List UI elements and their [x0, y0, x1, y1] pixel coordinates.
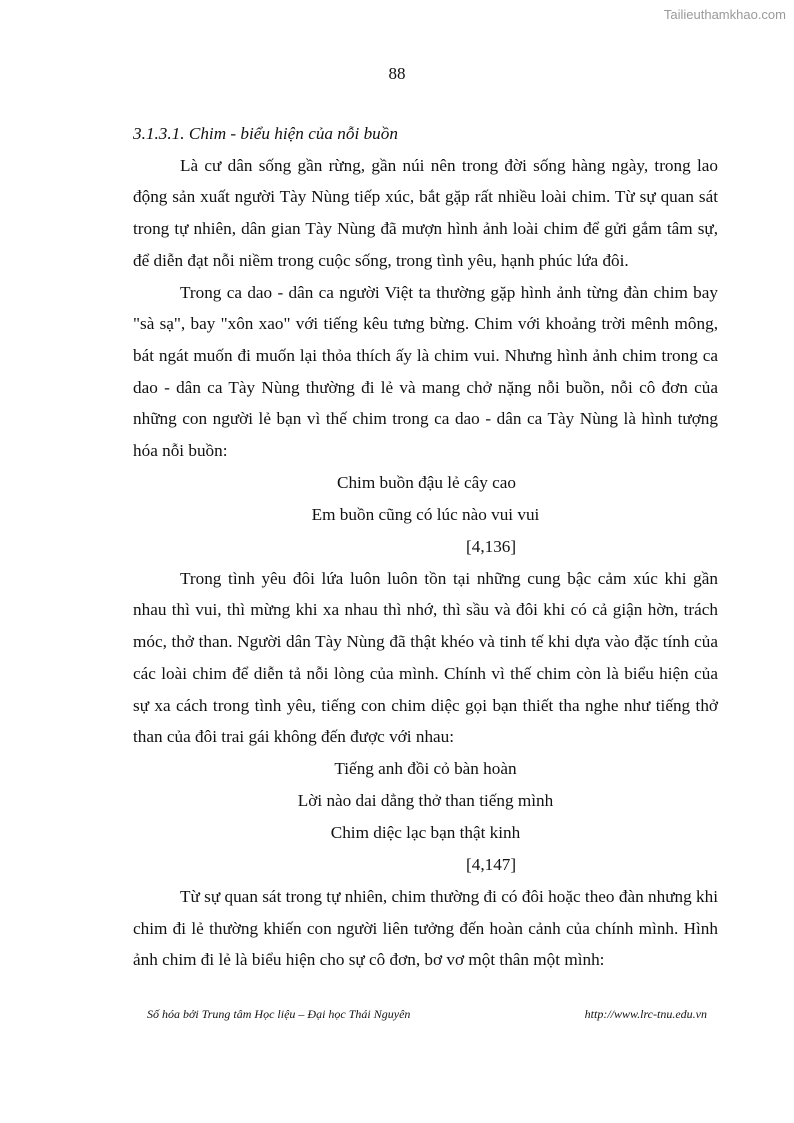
page-footer [147, 1007, 707, 1022]
citation: [4,147] [466, 854, 517, 874]
page-body [133, 118, 718, 976]
citation: [4,136] [466, 536, 517, 556]
section-heading: 3.1.3.1. Chim - biểu hiện của nỗi buồn [133, 124, 398, 143]
watermark: Tailieuthamkhao.com [663, 7, 786, 22]
paragraph-2: Trong ca dao - dân ca người Việt ta thường gặp hình ảnh từng đàn chim bay "sà sạ", bay "xôn xao" với tiếng kêu tưng bừng. Chim với khoảng trời mênh mông, bát ngát muốn đi muốn lại thỏa thích ấy là chim vui. Nhưng hình ảnh chim trong ca dao - dân ca Tày Nùng thường đi lẻ và mang chở nặng nỗi buồn, nỗi cô đơn của những con người lẻ bạn vì thế chim trong ca dao - dân ca Tày Nùng là hình tượng hóa nỗi buồn: [133, 282, 718, 461]
verse-line: Chim buồn đậu lẻ cây cao [337, 472, 516, 492]
verse-block-1 [133, 467, 718, 563]
page-number: 88 [388, 64, 406, 83]
verse-line: Lời nào dai dẳng thở than tiếng mình [297, 790, 554, 810]
footer-source: Số hóa bởi Trung tâm Học liệu – Đại học Thái Nguyên [147, 1007, 411, 1021]
verse-line: Tiếng anh đồi cỏ bàn hoàn [334, 758, 517, 778]
paragraph-3: Trong tình yêu đôi lứa luôn luôn tồn tại những cung bậc cảm xúc khi gần nhau thì vui, thì mừng khi xa nhau thì nhớ, thì sầu và đôi khi có cả giận hờn, trách móc, thở than. Người dân Tày Nùng đã thật khéo và tinh tế khi dựa vào đặc tính của các loài chim để diễn tả nỗi lòng của mình. Chính vì thế chim còn là biểu hiện của sự xa cách trong tình yêu, tiếng con chim diệc gọi bạn thiết tha nghe như tiếng thở than của đôi trai gái không đến được với nhau: [133, 568, 718, 747]
verse-block-2 [133, 753, 718, 881]
footer-url[interactable]: http://www.lrc-tnu.edu.vn [584, 1007, 707, 1021]
paragraph-4: Từ sự quan sát trong tự nhiên, chim thường đi có đôi hoặc theo đàn nhưng khi chim đi lẻ thường khiến con người liên tưởng đến hoàn cảnh của chính mình. Hình ảnh chim đi lẻ là biểu hiện cho sự cô đơn, bơ vơ một thân một mình: [133, 886, 718, 970]
verse-line: Chim diệc lạc bạn thật kinh [330, 822, 521, 842]
verse-line: Em buồn cũng có lúc nào vui vui [311, 504, 540, 524]
paragraph-1: Là cư dân sống gần rừng, gần núi nên trong đời sống hàng ngày, trong lao động sản xuất người Tày Nùng tiếp xúc, bắt gặp rất nhiều loài chim. Từ sự quan sát trong tự nhiên, dân gian Tày Nùng đã mượn hình ảnh loài chim để gửi gắm tâm sự, để diễn đạt nỗi niềm trong cuộc sống, trong tình yêu, hạnh phúc lứa đôi. [133, 155, 718, 270]
